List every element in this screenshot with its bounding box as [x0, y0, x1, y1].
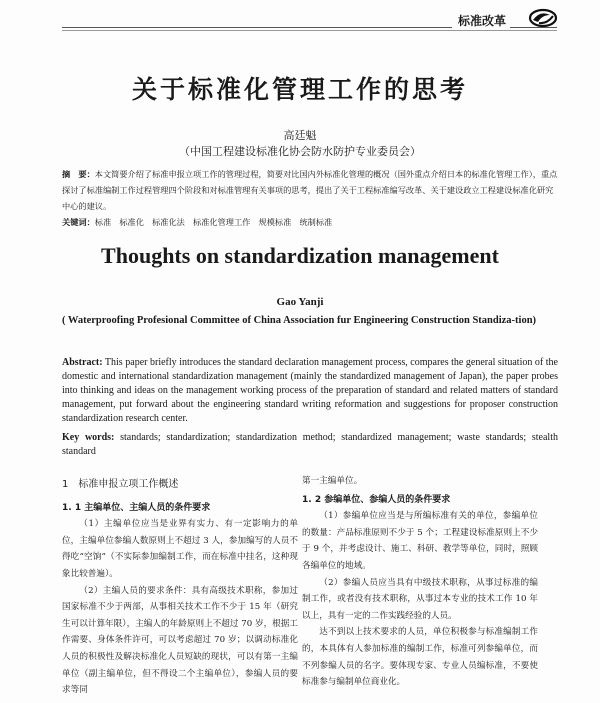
author-name-en: Gao Yanji	[276, 296, 324, 308]
abstract-en-text: This paper briefly introduces the standard declaration management process, compares the general situation of the domestic and international standardization management (mainly the standardized management of Japan), the paper probes into thinking and ideas on the management working process of the preparation of standard and related matters of standard management, put forward about the engineering standard writing reformation and suggestions for proposer construction standardization research center.	[62, 357, 558, 424]
body-paragraph: （2）主编人员的要求条件：具有高级技术职称，参加过国家标准不少于两部，从事相关技术工作不少于 15 年（研究生可以计算年限），主编人的年龄原则上不超过 70 岁，根据工作需要、身体条件许可，可以考虑超过 70 岁；以调动标准化人员的积极性及解决标准化人员短缺的现状，可以有第一主编单位（副主编单位，但不得设二个主编单位），参编人员的要求等同	[62, 585, 298, 696]
body-paragraph: （1）主编单位应当是业界有实力、有一定影响力的单位，主编单位参编人数原则上不超过 3 人，参加编写的人员不得吃“空饷”（不实际参加编制工作，而在标准中挂名，这种现象比较普遍）。	[62, 519, 298, 579]
abstract-en	[62, 356, 558, 426]
article-title-cn: 关于标准化管理工作的思考	[131, 75, 468, 104]
subsection-heading: 1. 2 参编单位、参编人员的条件要求	[302, 494, 451, 505]
body-paragraph: 第一主编单位。	[302, 476, 363, 486]
subsection-heading: 1. 1 主编单位、主编人员的条件要求	[62, 502, 211, 513]
header-rule-secondary	[62, 30, 557, 31]
abstract-en-label: Abstract:	[62, 357, 103, 368]
keywords-cn-label: 关键词：	[62, 217, 95, 227]
abstract-cn-label: 摘 要：	[62, 169, 95, 179]
keywords-en-label: Key words:	[62, 432, 115, 443]
abstract-cn	[62, 166, 558, 214]
section-label: 标准改革	[452, 12, 510, 29]
body-paragraph: （2）参编人员应当具有中级技术职称，从事过标准的编制工作，或者没有技术职称，从事过本专业的技术工作 10 年以上，具有一定的二作实践经验的人员。	[302, 577, 538, 621]
keywords-en-text: standards; standardization; standardization method; standardized management; waste standards; stealth standard	[62, 432, 558, 457]
body-paragraph: （1）参编单位应当是与所编标准有关的单位，参编单位的数量：产品标准原则不少于 5 个；工程建设标准原则上不少于 9 个，并考虑设计、施工、科研、教学等单位，同时，照顾各编单位的地域。	[302, 511, 538, 571]
author-affiliation-en: ( Waterproofing Profesional Committee of China Association fur Engineering Construction Standiza-tion)	[62, 315, 537, 326]
body-column-left	[62, 473, 298, 699]
keywords-en	[62, 431, 558, 459]
article-title-en: Thoughts on standardization management	[101, 243, 499, 268]
body-column-right	[302, 473, 538, 691]
author-affiliation-cn: （中国工程建设标准化协会防水防护专业委员会）	[179, 145, 421, 158]
abstract-cn-text: 本文简要介绍了标准申报立项工作的管理过程，简要对比国内外标准化管理的概况（国外重点介绍日本的标准化管理工作），重点探讨了标准编制工作过程管理四个阶段和对标准管理有关事项的思考，提出了关于工程标准编写改革、关于建设政立工程建设标准化研究中心的建议。	[62, 169, 558, 211]
keywords-cn-text: 标准 标准化 标准化法 标准化管理工作 规模标准 统制标准	[94, 217, 333, 227]
keywords-cn	[62, 215, 558, 229]
author-name-cn: 高廷魁	[283, 129, 317, 142]
swirl-logo-icon	[528, 8, 558, 28]
section-heading: 1 标准申报立项工作概述	[62, 479, 179, 490]
body-paragraph: 达不到以上技术要求的人员，单位积极参与标准编制工作的，本具体有人参加标准的编制工作，标准可列参编单位，而不列参编人员的名字。要体现专家、专业人员编标准，不要使标准参与编制单位商业化。	[302, 627, 538, 688]
